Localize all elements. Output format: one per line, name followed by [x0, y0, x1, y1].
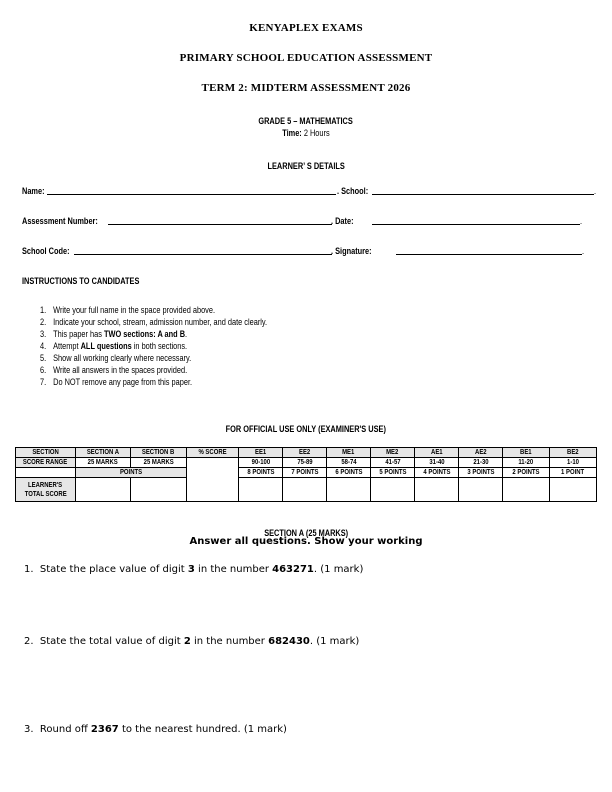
instruction-item: 7. Do NOT remove any page from this paper.: [40, 377, 193, 387]
instruction-item: 1. Write your full name in the space provided above.: [40, 305, 216, 315]
table-cell: 75-89: [283, 458, 327, 468]
table-cell[interactable]: [415, 478, 459, 502]
table-cell: 31-40: [415, 458, 459, 468]
table-cell: 41-57: [371, 458, 415, 468]
table-cell[interactable]: [239, 478, 283, 502]
time-label: Time:: [282, 128, 302, 138]
table-header-cell: BE1: [503, 448, 550, 458]
instructions-title: INSTRUCTIONS TO CANDIDATES: [22, 276, 140, 286]
signature-label: . Signature:: [331, 246, 372, 256]
assessment-number-field[interactable]: [108, 217, 332, 225]
table-cell: 3 POINTS: [459, 468, 503, 478]
table-cell: 4 POINTS: [415, 468, 459, 478]
instruction-item: 3. This paper has TWO sections: A and B.: [40, 329, 188, 339]
table-cell: POINTS: [76, 468, 187, 478]
name-field[interactable]: [47, 187, 336, 195]
table-row: [16, 448, 597, 458]
school-code-label: School Code:: [22, 246, 70, 256]
examiner-score-table: [15, 447, 597, 502]
table-row: [16, 478, 597, 502]
assessment-number-label: Assessment Number:: [22, 216, 98, 226]
assessment-title: PRIMARY SCHOOL EDUCATION ASSESSMENT: [179, 52, 433, 64]
table-cell: SCORE RANGE: [16, 458, 76, 468]
table-header-cell: BE2: [550, 448, 597, 458]
section-b-score-cell[interactable]: [131, 478, 187, 502]
table-cell[interactable]: [327, 478, 371, 502]
signature-end-period: .: [582, 246, 585, 256]
table-cell[interactable]: [371, 478, 415, 502]
instruction-item: 6. Write all answers in the spaces provided.: [40, 365, 188, 375]
time-value: 2 Hours: [303, 128, 330, 138]
table-row: [16, 458, 597, 468]
table-cell: 1-10: [550, 458, 597, 468]
school-end-period: .: [594, 186, 597, 196]
table-cell: 25 MARKS: [131, 458, 187, 468]
table-header-cell: SECTION B: [131, 448, 187, 458]
school-label: . School:: [337, 186, 369, 196]
table-header-cell: EE2: [283, 448, 327, 458]
table-cell: 25 MARKS: [76, 458, 131, 468]
table-cell: LEARNER'S TOTAL SCORE: [16, 478, 76, 502]
section-a-instruction: Answer all questions. Show your working: [189, 536, 423, 547]
grade-subject: GRADE 5 – MATHEMATICS: [258, 116, 354, 126]
table-cell[interactable]: [503, 478, 550, 502]
name-school-row: [22, 186, 50, 196]
table-cell[interactable]: [459, 478, 503, 502]
learner-details-title: LEARNER’ S DETAILS: [267, 161, 345, 171]
percent-score-cell[interactable]: [187, 458, 239, 502]
table-cell: 90-100: [239, 458, 283, 468]
date-end-period: .: [580, 216, 583, 226]
table-cell[interactable]: [283, 478, 327, 502]
table-cell: 2 POINTS: [503, 468, 550, 478]
question-3: 3. Round off 2367 to the nearest hundred. (1 mark): [24, 724, 287, 735]
table-header-cell: AE1: [415, 448, 459, 458]
table-cell: 5 POINTS: [371, 468, 415, 478]
school-field[interactable]: [372, 186, 597, 196]
name-label: Name:: [22, 186, 45, 196]
table-header-cell: EE1: [239, 448, 283, 458]
section-a-title: SECTION A (25 MARKS): [264, 528, 348, 538]
table-cell: 7 POINTS: [283, 468, 327, 478]
date-field[interactable]: [372, 216, 583, 226]
table-cell: [16, 468, 76, 478]
term-title: TERM 2: MIDTERM ASSESSMENT 2026: [201, 82, 411, 94]
table-header-cell: AE2: [459, 448, 503, 458]
question-2: 2. State the total value of digit 2 in the number 682430. (1 mark): [24, 636, 360, 647]
table-header-cell: ME2: [371, 448, 415, 458]
instruction-item: 2. Indicate your school, stream, admission number, and date clearly.: [40, 317, 268, 327]
table-cell: 1 POINT: [550, 468, 597, 478]
table-cell: 11-20: [503, 458, 550, 468]
date-label: . Date:: [331, 216, 354, 226]
table-cell: 21-30: [459, 458, 503, 468]
table-cell[interactable]: [550, 478, 597, 502]
section-a-score-cell[interactable]: [76, 478, 131, 502]
school-code-field[interactable]: [74, 247, 332, 255]
instruction-item: 4. Attempt ALL questions in both sections.: [40, 341, 188, 351]
table-header-cell: ME1: [327, 448, 371, 458]
table-header-cell: SECTION A: [76, 448, 131, 458]
table-header-cell: % SCORE: [187, 448, 239, 458]
table-cell: 58-74: [327, 458, 371, 468]
table-cell: 8 POINTS: [239, 468, 283, 478]
signature-field[interactable]: [396, 246, 585, 256]
question-1: 1. State the place value of digit 3 in the number 463271. (1 mark): [24, 564, 364, 575]
exam-time: [0, 123, 612, 141]
table-cell: 6 POINTS: [327, 468, 371, 478]
instruction-item: 5. Show all working clearly where necessary.: [40, 353, 192, 363]
table-header-cell: SECTION: [16, 448, 76, 458]
official-use-title: FOR OFFICIAL USE ONLY (EXAMINER'S USE): [225, 424, 387, 434]
table-row: [16, 468, 597, 478]
exam-org-title: KENYAPLEX EXAMS: [249, 22, 363, 34]
